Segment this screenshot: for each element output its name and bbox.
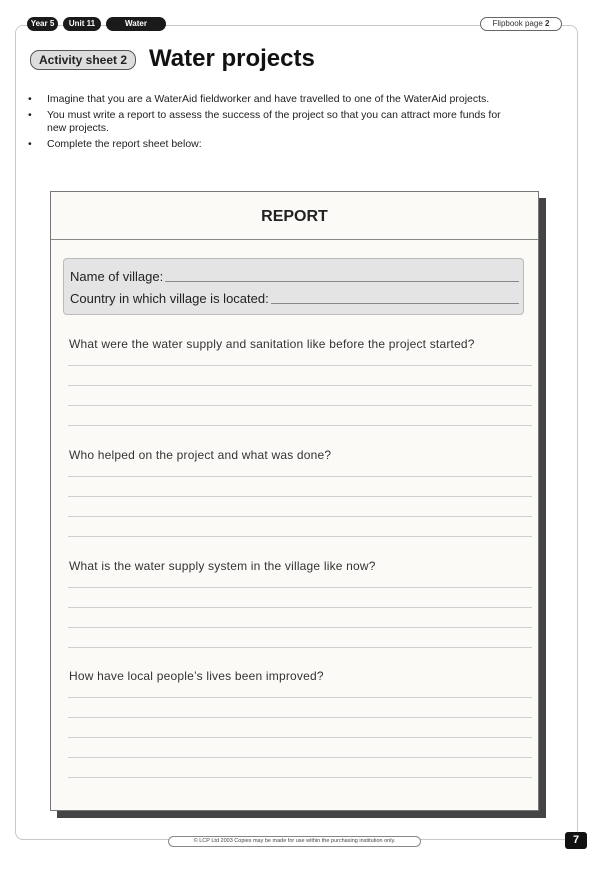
answer-line[interactable] [68, 777, 532, 778]
report-sheet [50, 191, 539, 811]
answer-line[interactable] [68, 697, 532, 698]
bullet-icon: • [28, 93, 32, 105]
answer-line[interactable] [68, 587, 532, 588]
answer-line[interactable] [68, 385, 532, 386]
instruction-list [28, 93, 508, 154]
village-name-field[interactable] [165, 280, 519, 282]
answer-line[interactable] [68, 627, 532, 628]
page-number: 7 [565, 832, 587, 849]
activity-badge: Activity sheet 2 [30, 50, 136, 70]
question-4: How have local people’s lives been improved? [69, 669, 324, 683]
country-label: Country in which village is located: [70, 291, 269, 306]
answer-line[interactable] [68, 425, 532, 426]
flipbook-number: 2 [545, 19, 550, 28]
village-name-row [70, 268, 519, 284]
answer-line[interactable] [68, 476, 532, 477]
country-row [70, 290, 519, 306]
country-field[interactable] [271, 302, 519, 304]
page-title: Water projects [149, 45, 315, 72]
year-tag: Year 5 [27, 17, 58, 31]
question-1: What were the water supply and sanitation like before the project started? [69, 337, 475, 351]
instruction-item: • You must write a report to assess the success of the project so that you can attract more funds for new projects. [28, 109, 501, 134]
answer-line[interactable] [68, 737, 532, 738]
report-heading: REPORT [51, 192, 538, 240]
village-info-box [63, 258, 524, 315]
answer-line[interactable] [68, 536, 532, 537]
answer-line[interactable] [68, 647, 532, 648]
question-3: What is the water supply system in the village like now? [69, 559, 376, 573]
unit-tag: Unit 11 [63, 17, 101, 31]
village-name-label: Name of village: [70, 269, 164, 284]
answer-line[interactable] [68, 757, 532, 758]
answer-line[interactable] [68, 365, 532, 366]
flipbook-page-tag [480, 17, 562, 31]
answer-line[interactable] [68, 405, 532, 406]
bullet-icon: • [28, 109, 32, 121]
copyright-note: © LCP Ltd 2003 Copies may be made for use within the purchasing institution only. [168, 836, 421, 847]
question-2: Who helped on the project and what was done? [69, 448, 332, 462]
instruction-item: • Imagine that you are a WaterAid fieldworker and have travelled to one of the WaterAid projects. [28, 93, 490, 105]
instruction-item: • Complete the report sheet below: [28, 138, 202, 150]
answer-line[interactable] [68, 607, 532, 608]
flipbook-label: Flipbook page [492, 19, 543, 28]
answer-line[interactable] [68, 516, 532, 517]
answer-line[interactable] [68, 496, 532, 497]
answer-line[interactable] [68, 717, 532, 718]
topic-tag: Water [106, 17, 166, 31]
bullet-icon: • [28, 138, 32, 150]
